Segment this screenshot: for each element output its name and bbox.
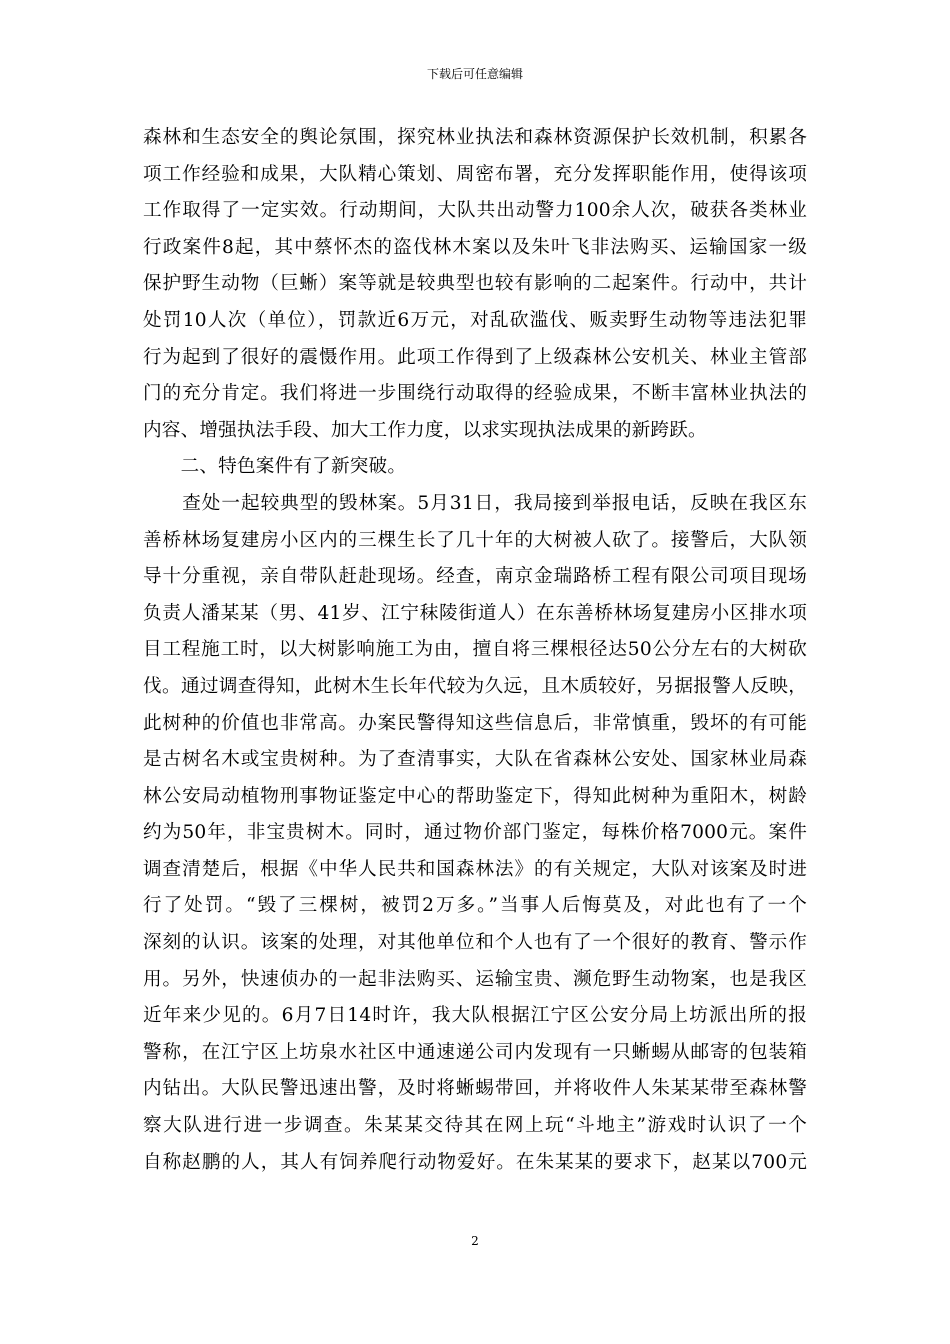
text-line: 调查清楚后，根据《中华人民共和国森林法》的有关规定，大队对该案及时进 [143,858,807,880]
header-text: 下载后可任意编辑 [426,67,523,81]
text-line: 约为50年，非宝贵树木。同时，通过物价部门鉴定，每株价格7000元。案件 [143,822,807,844]
text-line: 行了处罚。“毁了三棵树，被罚2万多。”当事人后悔莫及，对此也有了一个 [143,895,807,917]
text-line: 近年来少见的。6月7日14时许，我大队根据江宁区公安分局上坊派出所的报 [143,1005,807,1027]
text-line: 导十分重视，亲自带队赶赴现场。经查，南京金瑞路桥工程有限公司项目现场 [143,566,807,588]
text-line: 自称赵鹏的人，其人有饲养爬行动物爱好。在朱某某的要求下，赵某以700元 [143,1151,807,1173]
text-line: 此树种的价值也非常高。办案民警得知这些信息后，非常慎重，毁坏的有可能 [143,712,807,734]
text-line: 林公安局动植物刑事物证鉴定中心的帮助鉴定下，得知此树种为重阳木，树龄 [143,785,807,807]
text-line: 处罚10人次（单位），罚款近6万元，对乱砍滥伐、贩卖野生动物等违法犯罪 [143,309,807,331]
text-line: 深刻的认识。该案的处理，对其他单位和个人也有了一个很好的教育、警示作 [143,932,807,954]
text-line: 善桥林场复建房小区内的三棵生长了几十年的大树被人砍了。接警后，大队领 [143,529,807,551]
text-line: 查处一起较典型的毁林案。5月31日，我局接到举报电话，反映在我区东 [143,492,807,514]
text-line: 用。另外，快速侦办的一起非法购买、运输宝贵、濒危野生动物案，也是我区 [143,968,807,990]
text-line: 警称，在江宁区上坊泉水社区中通速递公司内发现有一只蜥蜴从邮寄的包装箱 [143,1041,807,1063]
text-line: 门的充分肯定。我们将进一步围绕行动取得的经验成果，不断丰富林业执法的 [143,383,807,405]
text-line: 察大队进行进一步调查。朱某某交待其在网上玩“斗地主”游戏时认识了一个 [143,1115,807,1137]
text-line: 行政案件8起，其中蔡怀杰的盗伐林木案以及朱叶飞非法购买、运输国家一级 [143,236,807,258]
text-line: 森林和生态安全的舆论氛围，探究林业执法和森林资源保护长效机制，积累各 [143,127,807,148]
text-line: 内容、增强执法手段、加大工作力度，以求实现执法成果的新跨跃。 [143,419,707,441]
text-line: 工作取得了一定实效。行动期间，大队共出动警力100余人次，破获各类林业 [143,200,807,222]
text-line: 伐。通过调查得知，此树木生长年代较为久远，且木质较好，另据报警人反映， [143,675,807,697]
text-line: 内钻出。大队民警迅速出警，及时将蜥蜴带回，并将收件人朱某某带至森林警 [143,1078,807,1100]
page-header [0,66,950,82]
text-line: 保护野生动物（巨蜥）案等就是较典型也较有影响的二起案件。行动中，共计 [143,273,807,295]
text-line: 项工作经验和成果，大队精心策划、周密布署，充分发挥职能作用，使得该项 [143,163,807,185]
document-body [143,120,807,1181]
text-line: 是古树名木或宝贵树种。为了查清事实，大队在省森林公安处、国家林业局森 [143,749,807,771]
section-heading: 二、特色案件有了新突破。 [143,456,407,478]
text-line: 负责人潘某某（男、41岁、江宁秣陵街道人）在东善桥林场复建房小区排水项 [143,602,807,624]
page-number [0,1233,950,1249]
page-number-text: 2 [471,1234,479,1248]
text-line: 目工程施工时，以大树影响施工为由，擅自将三棵根径达50公分左右的大树砍 [143,639,807,661]
text-line: 行为起到了很好的震慑作用。此项工作得到了上级森林公安机关、林业主管部 [143,346,807,368]
